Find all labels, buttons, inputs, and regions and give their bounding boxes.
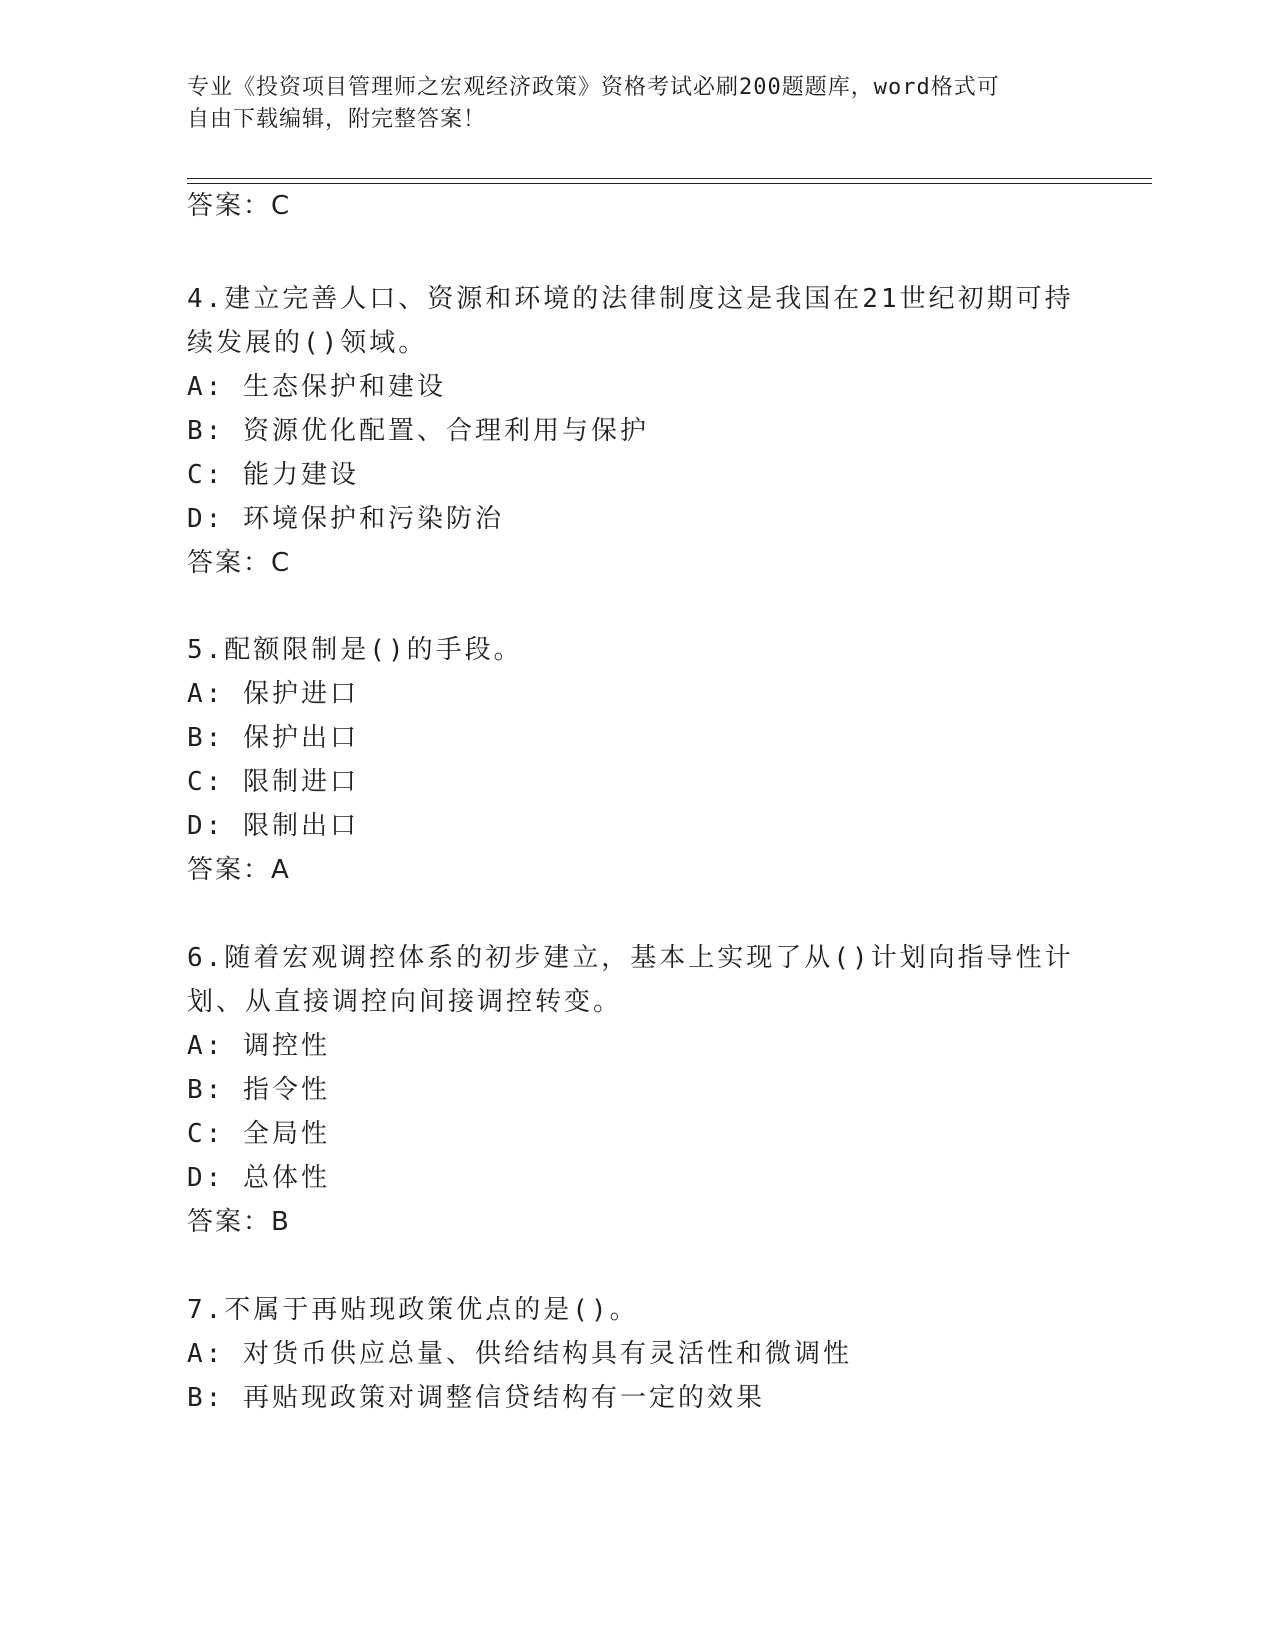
header-rule-top [187, 178, 1152, 179]
question-7-stem: 7.不属于再贴现政策优点的是()。 [187, 1295, 639, 1325]
document-header [187, 72, 1087, 136]
question-4-option-c: C: 能力建设 [187, 460, 359, 490]
question-6-stem-line-1: 6.随着宏观调控体系的初步建立，基本上实现了从()计划向指导性计 [187, 943, 1074, 973]
question-5-option-c: C: 限制进口 [187, 767, 359, 797]
question-6-option-a: A: 调控性 [187, 1031, 330, 1061]
header-rule-bottom [187, 183, 1152, 184]
question-5-option-b: B: 保护出口 [187, 723, 359, 753]
previous-answer: 答案：C [187, 191, 292, 221]
question-6-option-b: B: 指令性 [187, 1075, 330, 1105]
header-line-2: 自由下载编辑，附完整答案！ [187, 107, 487, 132]
question-5-option-a: A: 保护进口 [187, 679, 359, 709]
question-4-option-d: D: 环境保护和污染防治 [187, 504, 504, 534]
header-line-1: 专业《投资项目管理师之宏观经济政策》资格考试必刷200题题库，word格式可 [187, 75, 1000, 100]
question-6-option-d: D: 总体性 [187, 1163, 330, 1193]
question-7-option-a: A: 对货币供应总量、供给结构具有灵活性和微调性 [187, 1339, 852, 1369]
question-4-stem-line-2: 续发展的()领域。 [187, 328, 428, 358]
question-4-option-a: A: 生态保护和建设 [187, 372, 446, 402]
question-4-stem-line-1: 4.建立完善人口、资源和环境的法律制度这是我国在21世纪初期可持 [187, 284, 1074, 314]
question-6-option-c: C: 全局性 [187, 1119, 330, 1149]
question-4-answer: 答案：C [187, 548, 292, 578]
question-6-answer: 答案：B [187, 1207, 291, 1237]
question-4-option-b: B: 资源优化配置、合理利用与保护 [187, 416, 649, 446]
question-6-stem-line-2: 划、从直接调控向间接调控转变。 [187, 987, 623, 1017]
question-5-option-d: D: 限制出口 [187, 811, 359, 841]
question-5-answer: 答案：A [187, 855, 291, 885]
question-5-stem: 5.配额限制是()的手段。 [187, 635, 523, 665]
question-7-option-b: B: 再贴现政策对调整信贷结构有一定的效果 [187, 1383, 765, 1413]
